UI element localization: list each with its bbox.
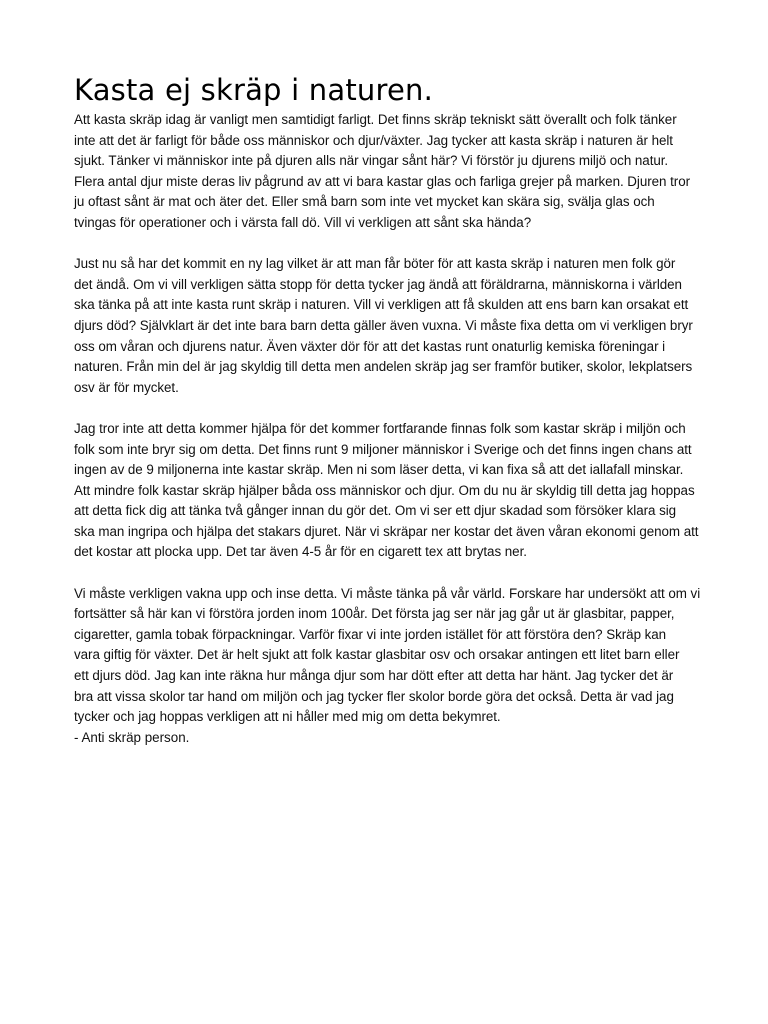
paragraph-line: ska tänka på att inte kasta runt skräp i naturen. Vill vi verkligen att få skulden att ens barn kan orsakat ett — [74, 297, 689, 313]
paragraph-line: folk som inte bryr sig om detta. Det finns runt 9 miljoner människor i Sverige och det finns ingen chans att — [74, 441, 692, 457]
paragraph-line: sjukt. Tänker vi människor inte på djuren alls när vingar sånt här? Vi förstör ju djurens miljö och natur. — [74, 153, 669, 169]
paragraph-line: tycker och jag hoppas verkligen att ni håller med mig om detta bekymret. — [74, 709, 501, 725]
paragraph-line: cigaretter, gamla tobak förpackningar. Varför fixar vi inte jorden istället för att förstöra den? Skräp kan — [74, 626, 667, 642]
paragraph-line: Jag tror inte att detta kommer hjälpa för det kommer fortfarande finnas folk som kastar skräp i miljön och — [74, 420, 686, 436]
paragraph-line: bra att vissa skolor tar hand om miljön och jag tycker fler skolor borde göra det också. Detta är vad jag — [74, 688, 674, 704]
paragraph-line: ska man ingripa och hjälpa det stakars djuret. När vi skräpar ner kostar det även våran ekonomi genom att — [74, 523, 699, 539]
signature: - Anti skräp person. — [74, 729, 190, 745]
paragraph-line: Att mindre folk kastar skräp hjälper båda oss människor och djur. Om du nu är skyldig till detta jag hoppas — [74, 482, 695, 498]
paragraph-3 — [74, 419, 702, 563]
paragraph-line: oss om våran och djurens natur. Även växter dör för att det kastas runt onaturlig kemiska föreningar i — [74, 338, 666, 354]
document-title: Kasta ej skräp i naturen. — [74, 73, 433, 107]
paragraph-line: det kostar att plocka upp. Det tar även 4-5 år för en cigarett tex att brytas ner. — [74, 544, 527, 560]
paragraph-line: vara giftig för växter. Det är helt sjukt att folk kastar glasbitar osv och orsakar antingen ett litet barn eller — [74, 647, 680, 663]
paragraph-line: Vi måste verkligen vakna upp och inse detta. Vi måste tänka på vår värld. Forskare har undersökt att om vi — [74, 585, 701, 601]
paragraph-line: tvingas för operationer och i värsta fall dö. Vill vi verkligen att sånt ska hända? — [74, 214, 532, 230]
paragraph-line: Just nu så har det kommit en ny lag vilket är att man får böter för att kasta skräp i naturen men folk gör — [74, 256, 676, 272]
paragraph-line: ju oftast sånt är mat och äter det. Eller små barn som inte vet mycket kan skära sig, svälja glas och — [74, 194, 655, 210]
paragraph-line: det ändå. Om vi vill verkligen sätta stopp för detta tycker jag ändå att föräldrarna, människorna i världen — [74, 276, 682, 292]
paragraph-line: inte att det är farligt för både oss människor och djur/växter. Jag tycker att kasta skräp i naturen är helt — [74, 132, 673, 148]
paragraph-line: fortsätter så här kan vi förstöra jorden inom 100år. Det första jag ser när jag går ut är glasbitar, papper, — [74, 606, 675, 622]
paragraph-line: djurs död? Självklart är det inte bara barn detta gäller även vuxna. Vi måste fixa detta om vi verkligen bryr — [74, 317, 693, 333]
paragraph-line: Att kasta skräp idag är vanligt men samtidigt farligt. Det finns skräp tekniskt sätt överallt och folk tänker — [74, 112, 677, 127]
paragraph-line: ingen av de 9 miljonerna inte kastar skräp. Men ni som läser detta, vi kan fixa så att det iallafall minskar. — [74, 462, 684, 478]
paragraph-line: ett djurs död. Jag kan inte räkna hur många djur som har dött efter att detta har hänt. Jag tycker det är — [74, 668, 674, 684]
paragraph-line: att detta fick dig att tänka två gånger innan du gör det. Om vi ser ett djur skadad som försöker klara sig — [74, 503, 677, 519]
paragraph-line: Flera antal djur miste deras liv pågrund av att vi bara kastar glas och farliga grejer på marken. Djuren tror — [74, 173, 691, 189]
paragraph-2 — [74, 254, 702, 398]
paragraph-4 — [74, 584, 702, 728]
paragraph-line: osv är för mycket. — [74, 379, 179, 395]
paragraph-1 — [74, 110, 702, 234]
document-page — [74, 74, 702, 748]
paragraph-line: naturen. Från min del är jag skyldig till detta men andelen skräp jag ser framför butiker, skolor, lekplatsers — [74, 359, 693, 375]
